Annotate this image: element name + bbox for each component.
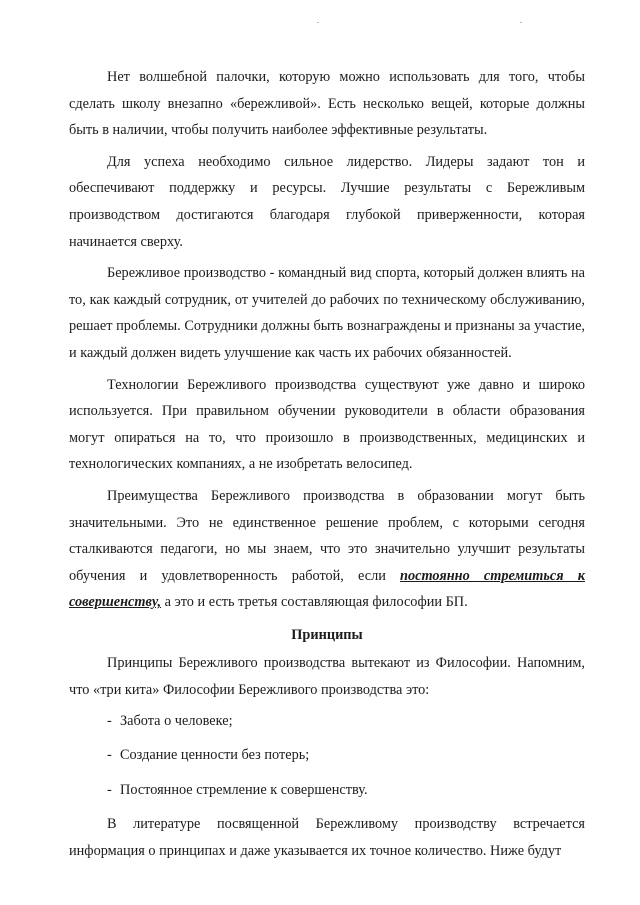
paragraph-team-sport: Бережливое производство - командный вид спорта, который должен влиять на то, как каждый сотрудник, от учителей до рабочих по техническому обслуживанию, решает проблемы. Сотрудники должны быть вознаграждены и признаны за участие, и каждый должен видеть улучшение как часть их рабочих обязанностей. xyxy=(69,265,585,361)
section-heading: Принципы xyxy=(291,626,363,643)
paragraph-technologies: Технологии Бережливого производства существуют уже давно и широко используется. При правильном обучении руководители в области образования могут опираться на то, что произошло в производственных, медицинских и технологических компаниях, а не изобретать велосипед. xyxy=(69,376,585,473)
list-item-text: Создание ценности без потерь; xyxy=(120,747,310,764)
list-item-text: Забота о человеке; xyxy=(120,712,233,729)
paragraph-leadership: Для успеха необходимо сильное лидерство. Лидеры задают тон и обеспечивают поддержку и ресурсы. Лучшие результаты с Бережливым производством достигаются благодаря глубокой приверженности, которая начинается сверху. xyxy=(69,153,585,250)
paragraph-principles-intro: Принципы Бережливого производства вытекают из Философии. Напомним, что «три кита» Философии Бережливого производства это: xyxy=(69,655,585,699)
paragraph-benefits xyxy=(69,483,585,616)
paragraph-magic-wand: Нет волшебной палочки, которую можно использовать для того, чтобы сделать школу внезапно «бережливой». Есть несколько вещей, которые должны быть в наличии, чтобы получить наиболее эффективные результаты. xyxy=(69,69,585,139)
paragraph-literature: В литературе посвященной Бережливому производству встречается информация о принципах и даже указывается их точное количество. Ниже будут xyxy=(69,816,585,860)
bullet-marker: - xyxy=(107,781,112,798)
benefits-text-start: Преимущества Бережливого производства в образовании могут быть значительными. Это не единственное решение проблем, с которыми сегодня сталкиваются педагоги, но мы знаем, что это значительно улучшит результаты обучения и удовлетворенность работой, если xyxy=(69,487,585,584)
list-item xyxy=(69,708,585,735)
three-pillars-list xyxy=(69,708,585,804)
benefits-emphasis: постоянно стремиться к совершенству, xyxy=(69,567,585,611)
list-item xyxy=(69,777,585,804)
benefits-text-end: а это и есть третья составляющая философии БП. xyxy=(161,594,468,611)
scan-speck xyxy=(317,22,319,23)
list-item xyxy=(69,742,585,769)
bullet-marker: - xyxy=(107,712,112,729)
document-body xyxy=(69,64,585,865)
bullet-marker: - xyxy=(107,747,112,764)
scan-speck xyxy=(520,22,522,23)
list-item-text: Постоянное стремление к совершенству. xyxy=(120,781,368,798)
